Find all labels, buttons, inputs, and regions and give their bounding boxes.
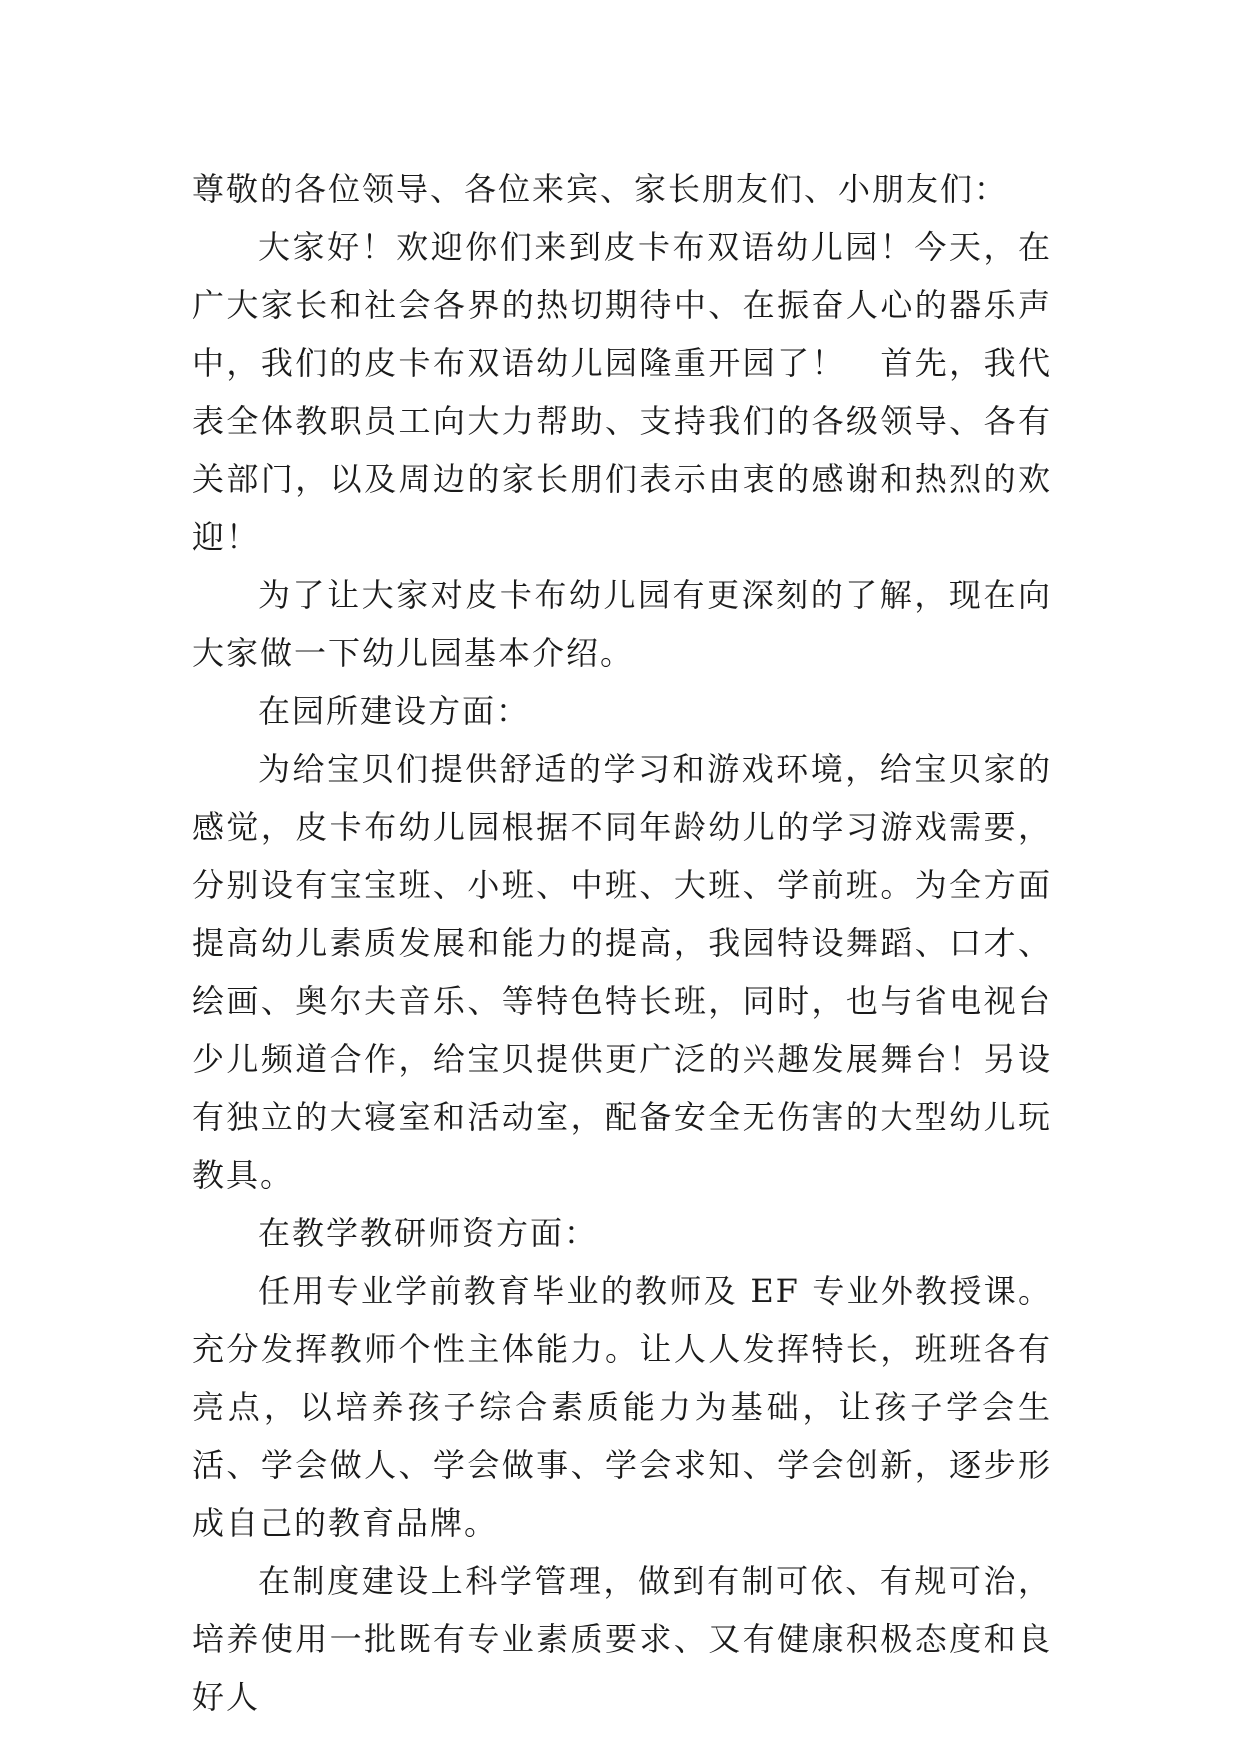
paragraph-welcome: 大家好！欢迎你们来到皮卡布双语幼儿园！今天，在广大家长和社会各界的热切期待中、在振奋人心的器乐声中，我们的皮卡布双语幼儿园隆重开园了！ 首先，我代表全体教职员工向大力帮助、支持我们的各级领导、各有关部门，以及周边的家长朋们表示由衷的感谢和热烈的欢迎！ <box>192 228 1052 556</box>
heading-teaching: 在教学教研师资方面： <box>258 1214 599 1252</box>
heading-facilities: 在园所建设方面： <box>258 692 531 730</box>
paragraph-facilities: 为给宝贝们提供舒适的学习和游戏环境，给宝贝家的感觉，皮卡布幼儿园根据不同年龄幼儿的学习游戏需要，分别设有宝宝班、小班、中班、大班、学前班。为全方面提高幼儿素质发展和能力的提高，我园特设舞蹈、口才、绘画、奥尔夫音乐、等特色特长班，同时，也与省电视台少儿频道合作，给宝贝提供更广泛的兴趣发展舞台！另设有独立的大寝室和活动室，配备安全无伤害的大型幼儿玩教具。 <box>192 750 1052 1194</box>
paragraph-management: 在制度建设上科学管理，做到有制可依、有规可治，培养使用一批既有专业素质要求、又有健康积极态度和良好人 <box>192 1562 1052 1716</box>
paragraph-teaching: 任用专业学前教育毕业的教师及 EF 专业外教授课。充分发挥教师个性主体能力。让人人发挥特长，班班各有亮点，以培养孩子综合素质能力为基础，让孩子学会生活、学会做人、学会做事、学会求知、学会创新，逐步形成自己的教育品牌。 <box>192 1272 1052 1542</box>
salutation: 尊敬的各位领导、各位来宾、家长朋友们、小朋友们： <box>192 170 1009 208</box>
paragraph-intro: 为了让大家对皮卡布幼儿园有更深刻的了解，现在向大家做一下幼儿园基本介绍。 <box>192 576 1052 672</box>
document-page <box>192 160 1052 1726</box>
